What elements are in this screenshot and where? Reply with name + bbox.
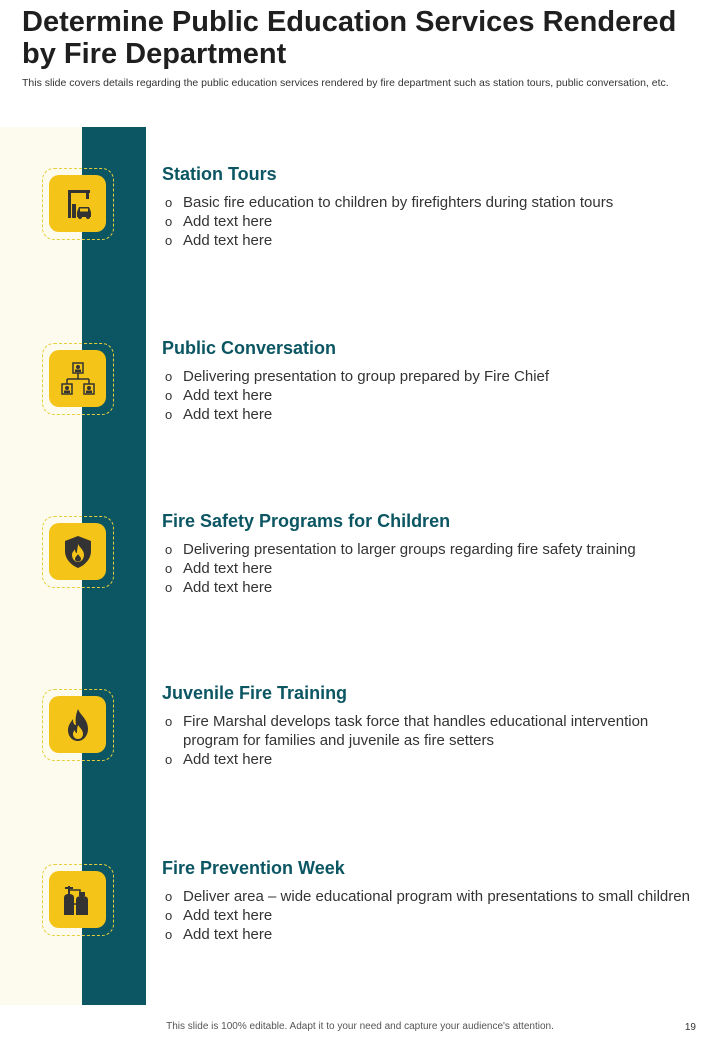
icon-frame-fire-safety bbox=[42, 516, 114, 588]
icon-frame-station-tours bbox=[42, 168, 114, 240]
icon-frame-juvenile-fire bbox=[42, 689, 114, 761]
bullet-item: o Basic fire education to children by firefighters during station tours bbox=[162, 193, 692, 212]
flame-icon bbox=[60, 707, 96, 743]
section-juvenile-fire-training bbox=[162, 682, 692, 769]
shield-flame-icon bbox=[60, 534, 96, 570]
section-fire-safety-programs bbox=[162, 510, 692, 597]
section-station-tours bbox=[162, 163, 692, 250]
bullet-list bbox=[162, 367, 692, 424]
bullet-item: o Add text here bbox=[162, 231, 692, 250]
icon-tile bbox=[49, 696, 106, 753]
fire-station-icon bbox=[60, 186, 96, 222]
bullet-item: o Deliver area – wide educational program with presentations to small children bbox=[162, 887, 692, 906]
footer-note: This slide is 100% editable. Adapt it to your need and capture your audience's attention. bbox=[166, 1021, 554, 1032]
section-public-conversation bbox=[162, 337, 692, 424]
icon-tile bbox=[49, 523, 106, 580]
section-title: Public Conversation bbox=[162, 338, 337, 358]
bullet-item: o Fire Marshal develops task force that handles educational intervention program for families and juvenile as fire setters bbox=[162, 712, 692, 750]
bullet-item: o Add text here bbox=[162, 906, 692, 925]
page-number: 19 bbox=[684, 1022, 696, 1033]
bullet-item: o Add text here bbox=[162, 559, 692, 578]
bullet-list bbox=[162, 712, 692, 769]
page-subtitle: This slide covers details regarding the public education services rendered by fire department such as station tours, public conversation, etc. bbox=[22, 77, 669, 89]
icon-frame-public-conversation bbox=[42, 343, 114, 415]
section-title: Fire Prevention Week bbox=[162, 858, 345, 878]
fire-extinguisher-icon bbox=[60, 882, 96, 918]
bullet-item: o Add text here bbox=[162, 405, 692, 424]
bullet-list bbox=[162, 193, 692, 250]
page-title: Determine Public Education Services Rendered by Fire Department bbox=[22, 6, 677, 70]
icon-tile bbox=[49, 175, 106, 232]
bullet-item: o Add text here bbox=[162, 750, 692, 769]
section-title: Fire Safety Programs for Children bbox=[162, 511, 451, 531]
icon-tile bbox=[49, 350, 106, 407]
bullet-item: o Add text here bbox=[162, 386, 692, 405]
bullet-item: o Add text here bbox=[162, 925, 692, 944]
section-title: Station Tours bbox=[162, 164, 277, 184]
bullet-list bbox=[162, 887, 692, 944]
section-title: Juvenile Fire Training bbox=[162, 683, 348, 703]
bullet-item: o Add text here bbox=[162, 212, 692, 231]
icon-frame-fire-prevention bbox=[42, 864, 114, 936]
bullet-item: o Delivering presentation to larger groups regarding fire safety training bbox=[162, 540, 692, 559]
org-chart-icon bbox=[60, 361, 96, 397]
section-fire-prevention-week bbox=[162, 857, 692, 944]
bullet-item: o Delivering presentation to group prepared by Fire Chief bbox=[162, 367, 692, 386]
icon-tile bbox=[49, 871, 106, 928]
bullet-item: o Add text here bbox=[162, 578, 692, 597]
bullet-list bbox=[162, 540, 692, 597]
